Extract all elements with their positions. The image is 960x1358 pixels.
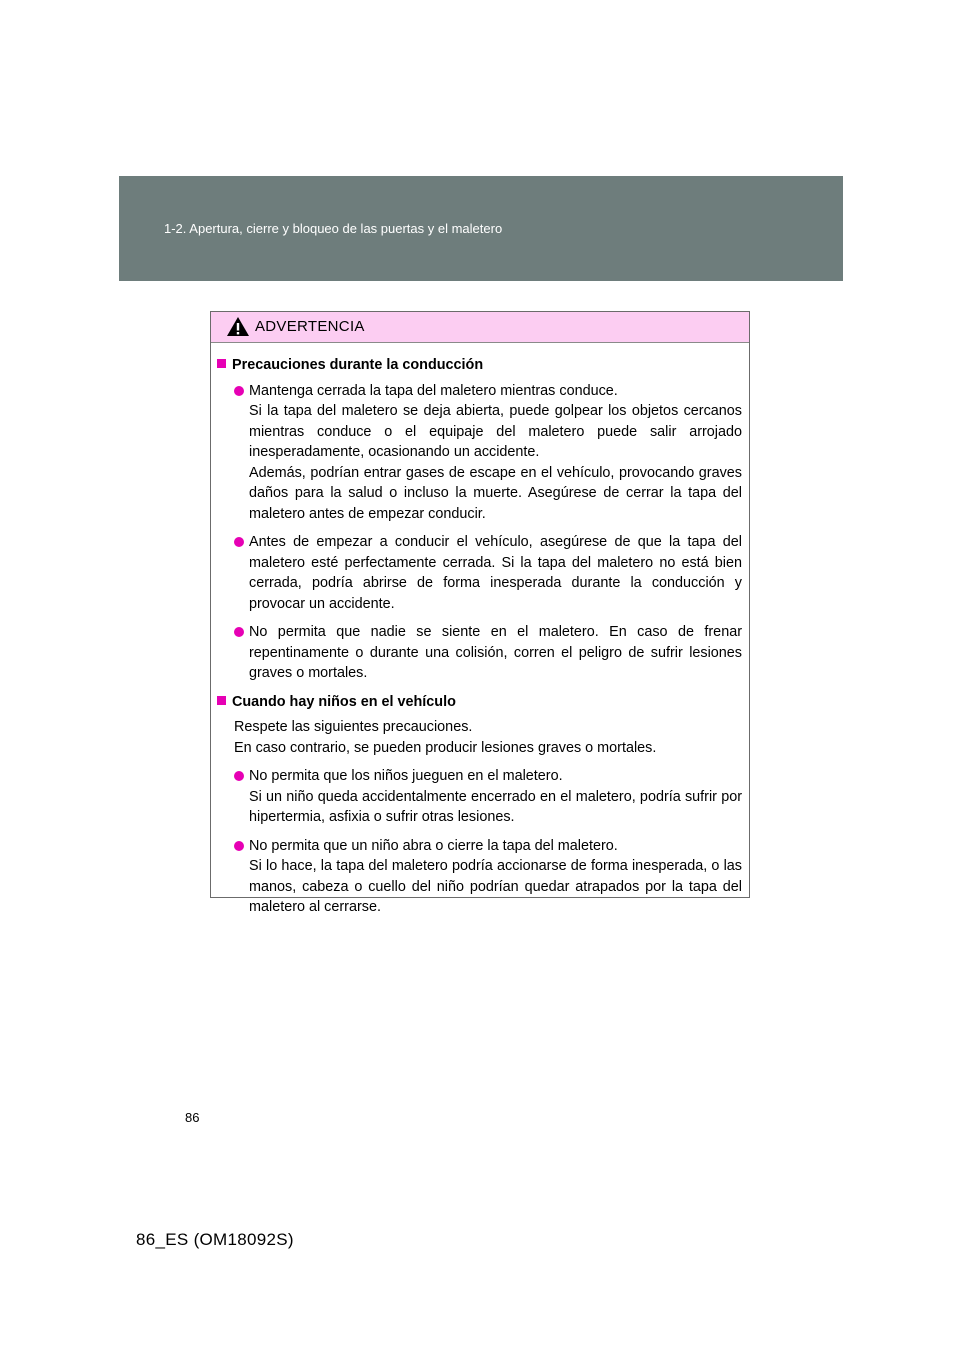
magenta-dot-icon	[234, 841, 244, 851]
warning-box	[210, 311, 750, 915]
section-heading-text: Cuando hay niños en el vehículo	[232, 693, 456, 710]
list-item	[234, 766, 742, 828]
warning-triangle-icon	[226, 316, 250, 337]
magenta-dot-icon	[234, 771, 244, 781]
section-header: 1-2. Apertura, cierre y bloqueo de las puertas y el maletero	[164, 221, 503, 236]
page-number: 86	[185, 1110, 200, 1125]
warning-header	[211, 312, 749, 343]
intro-paragraph: Respete las siguientes precauciones.	[234, 719, 473, 735]
item-paragraph: Además, podrían entrar gases de escape en el vehículo, provocando graves daños para la salud o incluso la muerte. Asegúrese de cerrar la tapa del maletero antes de empezar conducir.	[249, 464, 742, 522]
magenta-dot-icon	[234, 627, 244, 637]
item-paragraph: Antes de empezar a conducir el vehículo, asegúrese de que la tapa del maletero esté perfectamente cerrada. Si la tapa del maletero no está bien cerrada, podría abrirse de forma inesperada durante la conducción y provocar un accidente.	[249, 534, 742, 612]
section-heading-text: Precauciones durante la conducción	[232, 357, 484, 373]
list-item	[234, 381, 742, 525]
list-item	[234, 836, 742, 918]
item-paragraph: No permita que un niño abra o cierre la tapa del maletero.	[249, 837, 618, 854]
magenta-square-icon	[217, 359, 226, 368]
magenta-dot-icon	[234, 537, 244, 547]
magenta-square-icon	[217, 696, 226, 705]
item-paragraph: No permita que los niños jueguen en el maletero.	[249, 768, 563, 784]
warning-title: ADVERTENCIA	[255, 318, 365, 335]
section-heading	[217, 692, 742, 713]
list-item	[234, 622, 742, 684]
item-paragraph: Si un niño queda accidentalmente encerrado en el maletero, podría sufrir por hipertermia, asfixia o sufrir otras lesiones.	[249, 788, 742, 825]
list-item	[234, 532, 742, 614]
item-paragraph: Mantenga cerrada la tapa del maletero mientras conduce.	[249, 382, 618, 399]
intro-paragraph: En caso contrario, se pueden producir lesiones graves o mortales.	[234, 739, 657, 756]
section-intro	[234, 717, 742, 758]
item-paragraph: Si la tapa del maletero se deja abierta, puede golpear los objetos cercanos mientras conduce o el equipaje del maletero puede salir arrojado inesperadamente, ocasionando un accidente.	[249, 403, 742, 460]
item-paragraph: No permita que nadie se siente en el maletero. En caso de frenar repentinamente o durante una colisión, corren el peligro de sufrir lesiones graves o mortales.	[249, 624, 742, 681]
section-heading	[217, 355, 742, 376]
magenta-dot-icon	[234, 386, 244, 396]
item-paragraph: Si lo hace, la tapa del maletero podría accionarse de forma inesperada, o las manos, cabeza o cuello del niño podrían quedar atrapados por la tapa del maletero al cerrarse.	[249, 858, 742, 915]
footer-code: 86_ES (OM18092S)	[136, 1230, 294, 1249]
warning-body	[211, 343, 749, 918]
